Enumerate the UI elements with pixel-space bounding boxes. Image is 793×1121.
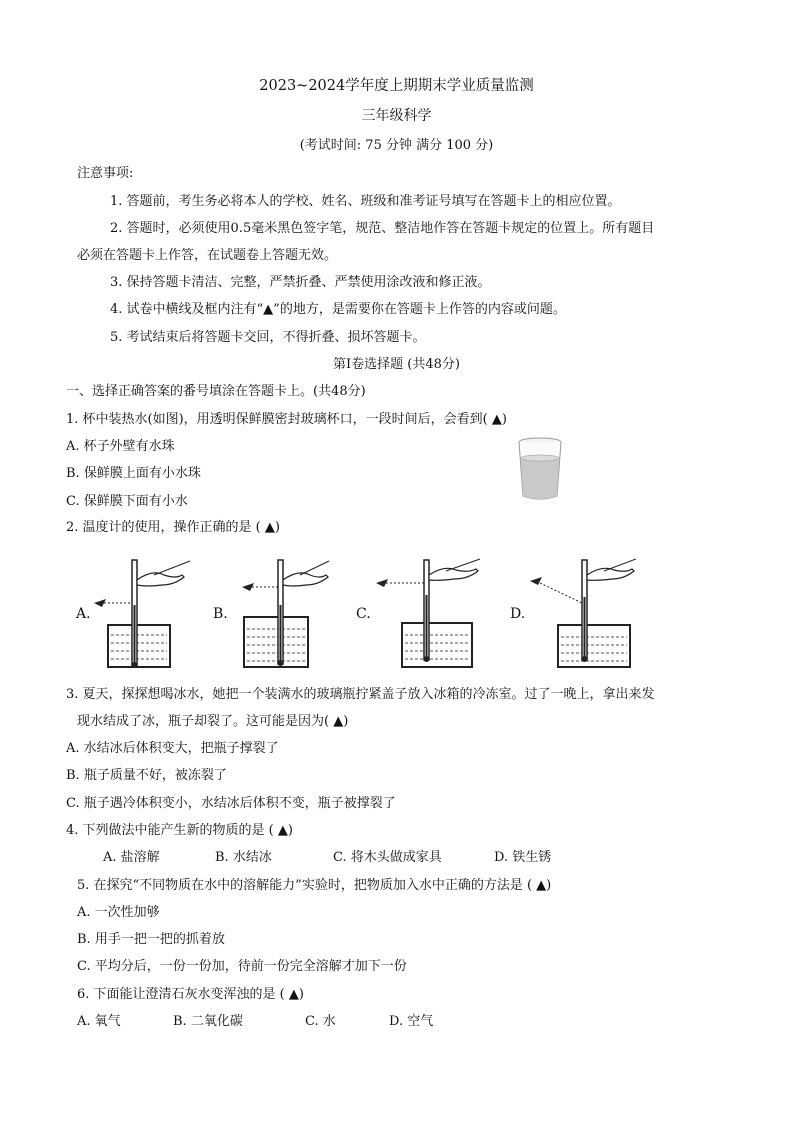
glass-of-water-figure xyxy=(516,436,564,502)
exam-info: (考试时间: 75 分钟 满分 100 分) xyxy=(299,138,494,153)
section-title: 第Ⅰ卷选择题 (共48分) xyxy=(333,357,460,372)
thermometer-figure-a xyxy=(92,555,192,670)
question-3-option-c: C. 瓶子遇冷体积变小，水结冰后体积不变，瓶子被撑裂了 xyxy=(66,796,396,811)
thermometer-figure-b xyxy=(230,555,330,670)
note-item: 4. 试卷中横线及框内注有“▲”的地方，是需要你在答题卡上作答的内容或问题。 xyxy=(110,302,566,317)
question-4-option-d: D. 铁生锈 xyxy=(494,850,552,865)
figure-label-b: B. xyxy=(213,606,228,622)
figure-label-a: A. xyxy=(76,606,91,622)
note-item-continued: 必须在答题卡上作答，在试题卷上答题无效。 xyxy=(77,248,338,263)
question-4-option-c: C. 将木头做成家具 xyxy=(333,850,442,865)
notes-heading: 注意事项: xyxy=(77,166,134,181)
question-1-option-a: A. 杯子外壁有水珠 xyxy=(66,439,175,454)
thermometer-figure-c xyxy=(372,555,482,670)
question-1-option-b: B. 保鲜膜上面有小水珠 xyxy=(66,466,201,481)
question-4-option-a: A. 盐溶解 xyxy=(103,850,160,865)
question-2-stem: 2. 温度计的使用，操作正确的是 ( ▲) xyxy=(66,520,280,535)
question-6-option-b: B. 二氧化碳 xyxy=(173,1014,243,1029)
question-6-option-a: A. 氧气 xyxy=(77,1014,121,1029)
question-3-option-b: B. 瓶子质量不好，被冻裂了 xyxy=(66,768,227,783)
question-3-stem: 3. 夏天，探探想喝冰水，她把一个装满水的玻璃瓶拧紧盖子放入冰箱的冷冻室。过了一晚上，拿出来发 xyxy=(66,687,655,702)
figure-label-d: D. xyxy=(510,606,526,622)
note-item: 1. 答题前，考生务必将本人的学校、姓名、班级和准考证号填写在答题卡上的相应位置。 xyxy=(110,194,621,209)
question-5-stem: 5. 在探究“不同物质在水中的溶解能力”实验时，把物质加入水中正确的方法是 ( ▲) xyxy=(77,878,552,893)
section-instruction: 一、选择正确答案的番号填涂在答题卡上。(共48分) xyxy=(66,384,366,399)
question-5-option-a: A. 一次性加够 xyxy=(77,905,160,920)
note-item: 3. 保持答题卡清洁、完整，严禁折叠、严禁使用涂改液和修正液。 xyxy=(110,275,491,290)
note-item: 2. 答题时，必须使用0.5毫米黑色签字笔，规范、整洁地作答在答题卡规定的位置上。所有题目 xyxy=(110,221,655,236)
question-1-option-c: C. 保鲜膜下面有小水 xyxy=(66,494,188,509)
figure-label-c: C. xyxy=(356,606,371,622)
question-5-option-b: B. 用手一把一把的抓着放 xyxy=(77,932,225,947)
question-4-stem: 4. 下列做法中能产生新的物质的是 ( ▲) xyxy=(66,823,293,838)
exam-title: 2023~2024学年度上期期末学业质量监测 xyxy=(259,78,534,94)
question-4-option-b: B. 水结冰 xyxy=(215,850,272,865)
question-6-option-c: C. 水 xyxy=(305,1014,336,1029)
question-3-stem-continued: 现水结成了冰，瓶子却裂了。这可能是因为( ▲) xyxy=(77,714,349,729)
question-6-stem: 6. 下面能让澄清石灰水变浑浊的是 ( ▲) xyxy=(77,987,304,1002)
note-item: 5. 考试结束后将答题卡交回，不得折叠、损坏答题卡。 xyxy=(110,330,426,345)
question-1-stem: 1. 杯中装热水(如图)，用透明保鲜膜密封玻璃杯口，一段时间后，会看到( ▲) xyxy=(66,412,507,427)
exam-subject: 三年级科学 xyxy=(361,108,432,124)
question-5-option-c: C. 平均分后，一份一份加，待前一份完全溶解才加下一份 xyxy=(77,959,407,974)
question-6-option-d: D. 空气 xyxy=(389,1014,434,1029)
question-3-option-a: A. 水结冰后体积变大，把瓶子撑裂了 xyxy=(66,741,279,756)
thermometer-figure-d xyxy=(526,555,638,670)
